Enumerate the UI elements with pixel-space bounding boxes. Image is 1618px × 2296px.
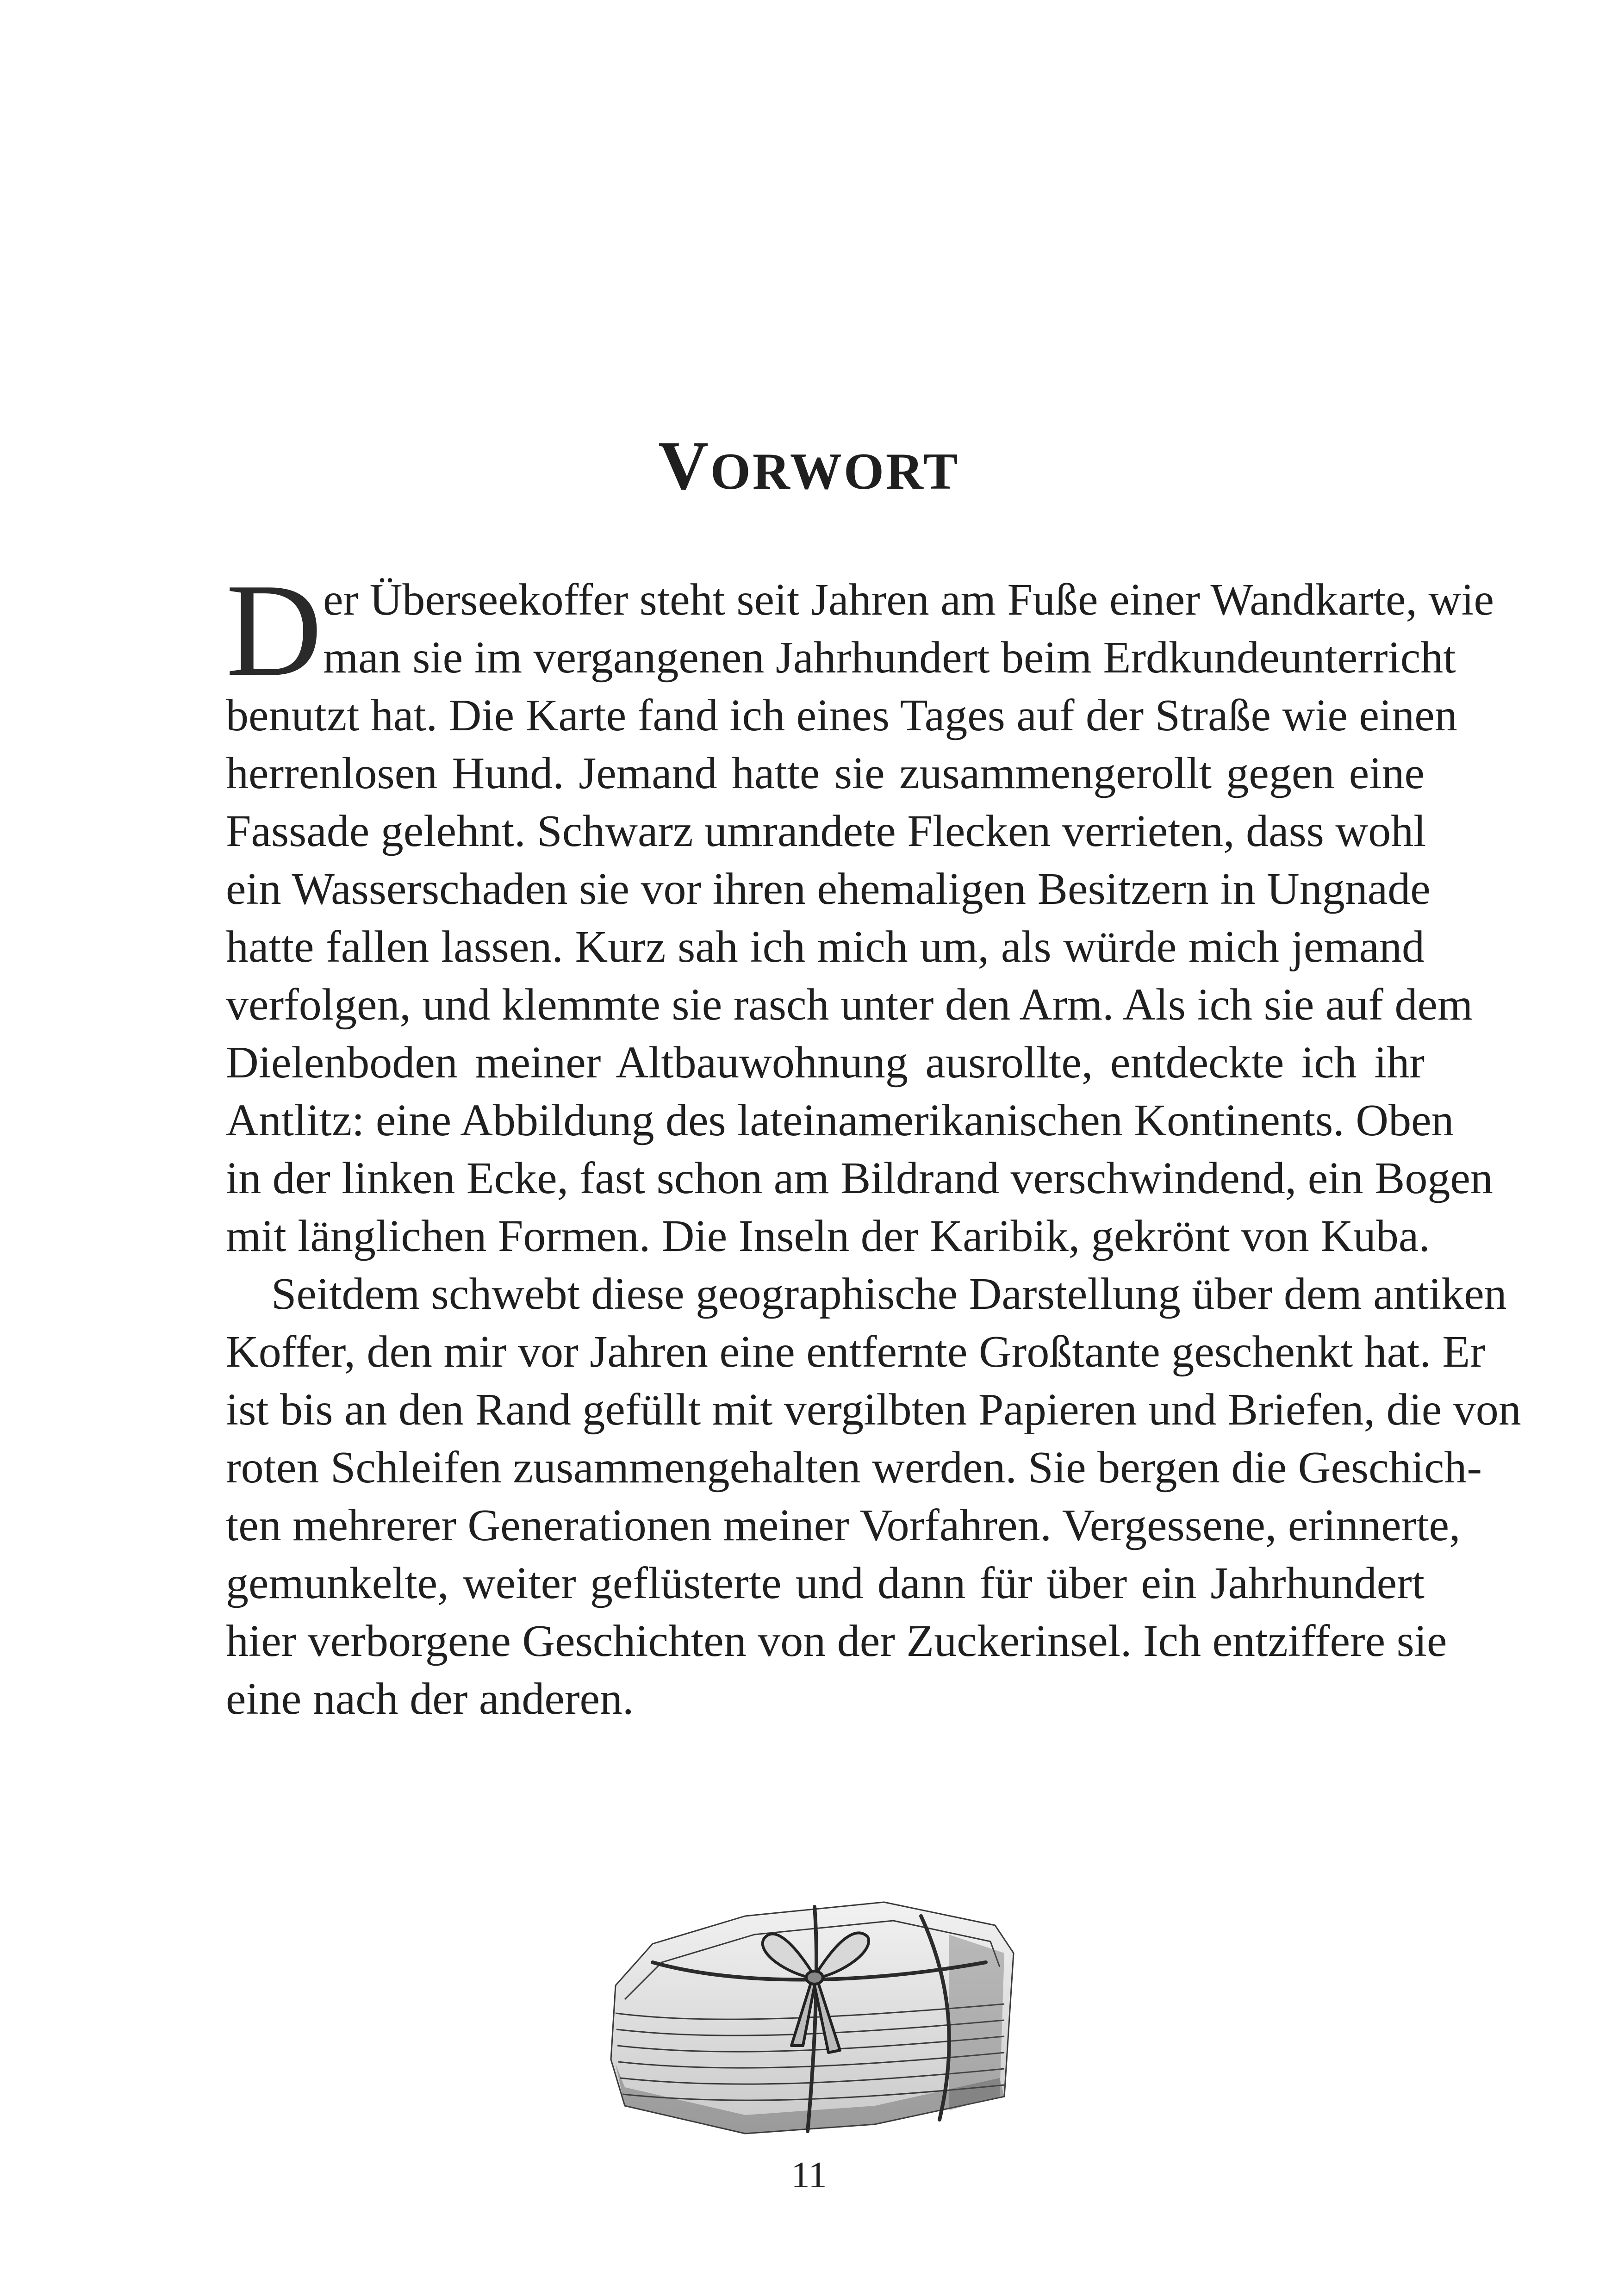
chapter-title-rest: ORWORT	[710, 443, 960, 500]
text-line: Seitdem schwebt diese geographische Darstellung über dem antiken	[271, 1269, 1507, 1319]
text-line: Dielenboden meiner Altbauwohnung ausrollte, entdeckte ich ihr	[226, 1038, 1425, 1088]
page-number: 11	[791, 2155, 827, 2196]
text-line: roten Schleifen zusammengehalten werden. Sie bergen die Geschich-	[226, 1443, 1482, 1493]
text-line: hier verborgene Geschichten von der Zuckerinsel. Ich entziffere sie	[226, 1616, 1447, 1666]
text-line: in der linken Ecke, fast schon am Bildrand verschwindend, ein Bogen	[226, 1153, 1493, 1203]
letters-bundle-illustration	[597, 1847, 1032, 2161]
text-line: man sie im vergangenen Jahrhundert beim Erdkundeunterricht	[323, 633, 1456, 683]
text-line: verfolgen, und klemmte sie rasch unter den Arm. Als ich sie auf dem	[226, 980, 1473, 1030]
text-line: Antlitz: eine Abbildung des lateinamerikanischen Kontinents. Oben	[226, 1095, 1454, 1145]
text-line: ten mehrerer Generationen meiner Vorfahren. Vergessene, erinnerte,	[226, 1500, 1461, 1550]
chapter-title-initial: V	[658, 427, 710, 504]
text-line: er Überseekoffer steht seit Jahren am Fuße einer Wandkarte, wie	[323, 575, 1494, 625]
text-line: Koffer, den mir vor Jahren eine entfernte Großtante geschenkt hat. Er	[226, 1327, 1485, 1377]
drop-cap: D	[226, 556, 322, 704]
text-line: hatte fallen lassen. Kurz sah ich mich um, als würde mich jemand	[226, 922, 1425, 972]
text-line: Fassade gelehnt. Schwarz umrandete Flecken verrieten, dass wohl	[226, 806, 1426, 856]
body-text	[226, 556, 1521, 1728]
chapter-title	[0, 426, 1618, 505]
text-line: ist bis an den Rand gefüllt mit vergilbten Papieren und Briefen, die von	[226, 1385, 1521, 1435]
text-line: gemunkelte, weiter geflüsterte und dann für über ein Jahrhundert	[226, 1558, 1425, 1608]
text-line: ein Wasserschaden sie vor ihren ehemaligen Besitzern in Ungnade	[226, 864, 1431, 914]
text-line: mit länglichen Formen. Die Inseln der Karibik, gekrönt von Kuba.	[226, 1211, 1430, 1261]
text-line: benutzt hat. Die Karte fand ich eines Tages auf der Straße wie einen	[226, 691, 1457, 740]
text-line: herrenlosen Hund. Jemand hatte sie zusammengerollt gegen eine	[226, 748, 1425, 798]
text-line: eine nach der anderen.	[226, 1674, 634, 1724]
